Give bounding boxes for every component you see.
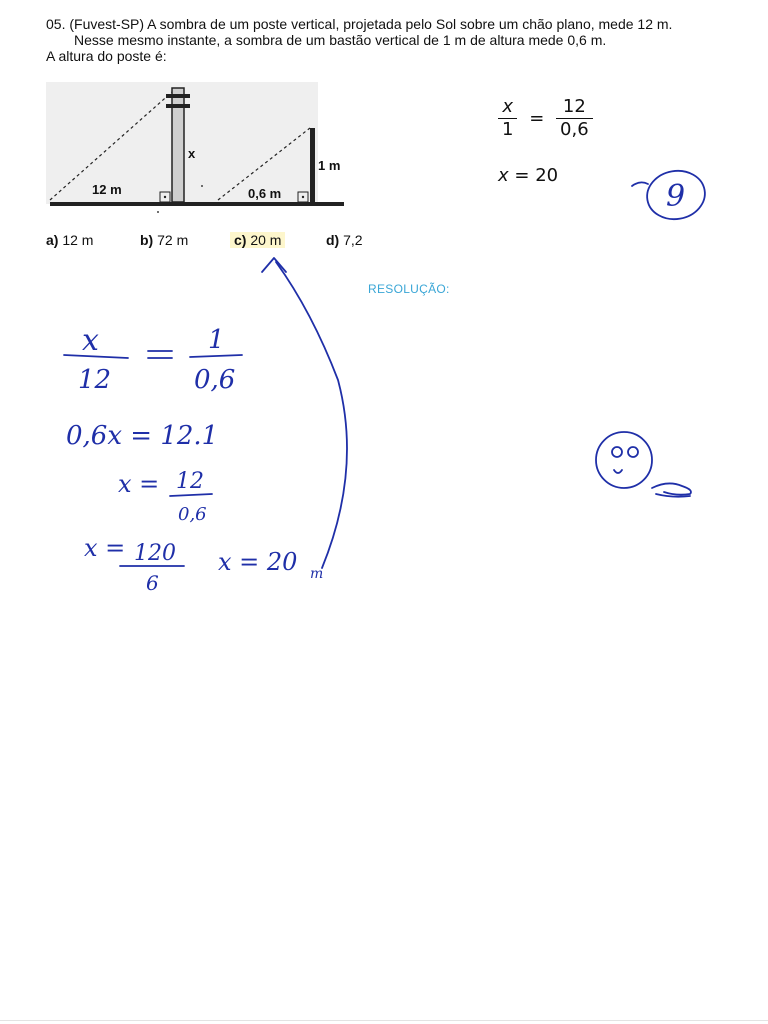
hw-eq4-left: x = (84, 534, 126, 562)
hw-eq4-num: 120 (134, 541, 176, 566)
arrow-curve (276, 262, 347, 568)
option-c-highlighted: c) 20 m (230, 232, 285, 248)
hw-eq1-left-num: x (82, 323, 99, 358)
stick-shadow-label: 0,6 m (248, 186, 282, 201)
hw-eq1-right-den: 0,6 (194, 365, 236, 395)
hw-eq2: 0,6x = 12.1 (66, 421, 219, 451)
smiley-face (596, 432, 652, 488)
hw-fraction-bar-2 (190, 355, 242, 357)
hw-eq1-left-den: 12 (78, 365, 112, 395)
question-line-2: Nesse mesmo instante, a sombra de um bastão vertical de 1 m de altura mede 0,6 m. (74, 32, 607, 48)
stick-height-label: 1 m (318, 158, 341, 173)
hw-eq5-unit: m (310, 566, 324, 582)
signature-scribble (652, 483, 691, 496)
hw-eq3-den: 0,6 (178, 504, 207, 525)
resolution-label: RESOLUÇÃO: (368, 282, 450, 296)
hw-eq3-num: 12 (176, 469, 204, 494)
hw-fraction-bar-3 (170, 494, 212, 496)
hw-circled-number: 9 (666, 179, 686, 214)
circle-tail (632, 182, 648, 186)
question-line-3: A altura do poste é: (46, 48, 167, 64)
fraction-right: $\frac{12}{0,6}$ (556, 96, 593, 141)
typed-result: x = 20 (498, 165, 559, 186)
hw-eq3-left: x = (118, 470, 160, 498)
option-b: b) 72 m (140, 232, 189, 248)
option-d: d) 7,2 (326, 232, 363, 248)
hw-eq5: x = 20 (218, 548, 298, 576)
question-line-1: 05. (Fuvest-SP) A sombra de um poste vertical, projetada pelo Sol sobre um chão plano, mede 12 m. (46, 16, 673, 32)
pole-height-label: x (188, 146, 196, 161)
option-a: a) 12 m (46, 232, 94, 248)
hw-eq1-right-num: 1 (208, 325, 225, 355)
page-edge (0, 1020, 768, 1021)
pole-shadow-label: 12 m (92, 182, 122, 197)
hw-eq4-den: 6 (146, 571, 159, 595)
typed-proportion: $\frac{x}{1}$ = $\frac{12}{0,6}$ (498, 96, 593, 141)
fraction-left: $\frac{x}{1}$ (498, 96, 517, 141)
